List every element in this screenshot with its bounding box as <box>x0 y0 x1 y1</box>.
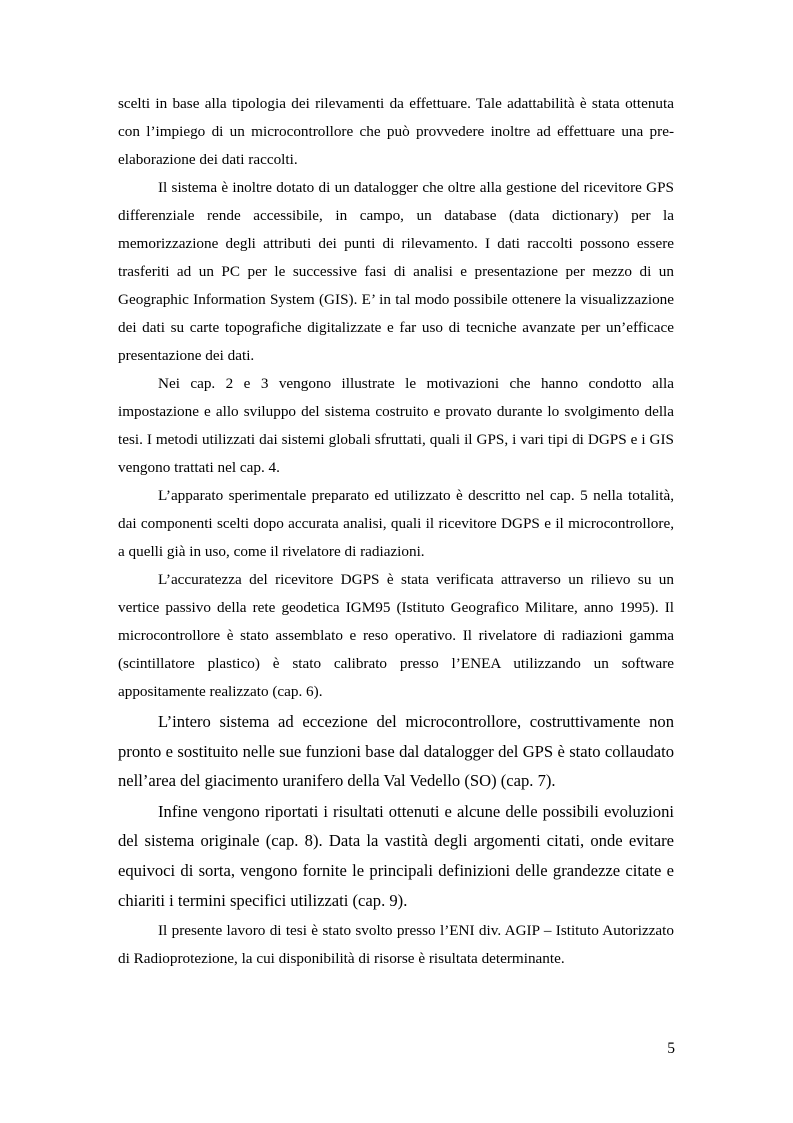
page-body <box>118 90 674 973</box>
paragraph-datalogger: Il sistema è inoltre dotato di un datalogger che oltre alla gestione del ricevitore GPS differenziale rende accessibile, in campo, un database (data dictionary) per la memorizzazione degli attributi dei punti di rilevamento. I dati raccolti possono essere trasferiti ad un PC per le successive fasi di analisi e presentazione per mezzo di un Geographic Information System (GIS). E’ in tal modo possibile ottenere la visualizzazione dei dati su carte topografiche digitalizzate e far uso di tecniche avanzate per un’efficace presentazione dei dati. <box>118 179 674 364</box>
paragraph-chapter-6: L’accuratezza del ricevitore DGPS è stata verificata attraverso un rilievo su un vertice passivo della rete geodetica IGM95 (Istituto Geografico Militare, anno 1995). Il microcontrollore è stato assemblato e reso operativo. Il rivelatore di radiazioni gamma (scintillatore plastico) è stato calibrato presso l’ENEA utilizzando un software appositamente realizzato (cap. 6). <box>118 571 674 700</box>
paragraph-chapters-2-4: Nei cap. 2 e 3 vengono illustrate le motivazioni che hanno condotto alla impostazione e allo sviluppo del sistema costruito e provato durante lo svolgimento della tesi. I metodi utilizzati dai sistemi globali sfruttati, quali il GPS, i vari tipi di DGPS e i GIS vengono trattati nel cap. 4. <box>118 375 674 476</box>
paragraph-acknowledgement: Il presente lavoro di tesi è stato svolto presso l’ENI div. AGIP – Istituto Autorizzato di Radioprotezione, la cui disponibilità di risorse è risultata determinante. <box>118 922 674 968</box>
page-number: 5 <box>667 1040 675 1057</box>
paragraph-chapter-5: L’apparato sperimentale preparato ed utilizzato è descritto nel cap. 5 nella totalità, dai componenti scelti dopo accurata analisi, quali il ricevitore DGPS e il microcontrollore, a quelli già in uso, come il rivelatore di radiazioni. <box>118 487 674 560</box>
paragraph-continuation: scelti in base alla tipologia dei rilevamenti da effettuare. Tale adattabilità è stata ottenuta con l’impiego di un microcontrollore che può provvedere inoltre ad effettuare una pre-elaborazione dei dati raccolti. <box>118 95 674 168</box>
paragraph-chapter-7: L’intero sistema ad eccezione del microcontrollore, costruttivamente non pronto e sostituito nelle sue funzioni base dal datalogger del GPS è stato collaudato nell’area del giacimento uranifero della Val Vedello (SO) (cap. 7). <box>118 712 674 791</box>
paragraph-chapters-8-9: Infine vengono riportati i risultati ottenuti e alcune delle possibili evoluzioni del sistema originale (cap. 8). Data la vastità degli argomenti citati, onde evitare equivoci di sorta, vengono fornite le principali definizioni delle grandezze citate e chiariti i termini specifici utilizzati (cap. 9). <box>118 801 674 910</box>
